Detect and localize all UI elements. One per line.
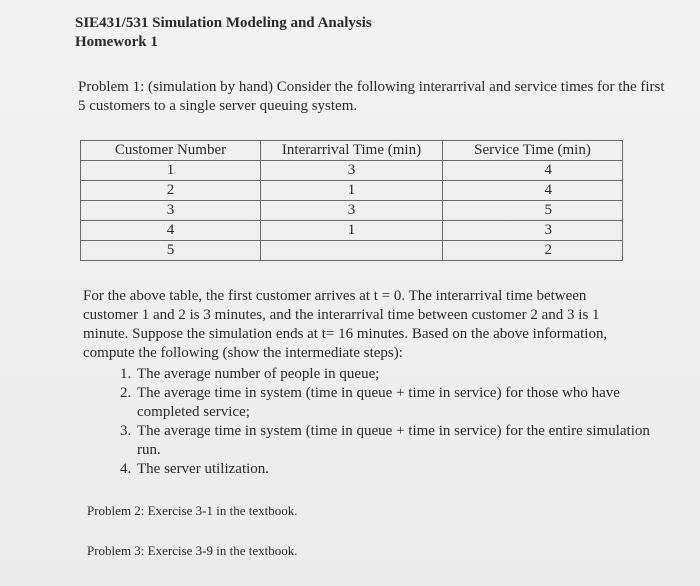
table-row <box>81 241 623 261</box>
course-title: SIE431/531 Simulation Modeling and Analysis <box>75 15 372 31</box>
cell-service: 5 <box>443 201 623 221</box>
homework-title: Homework 1 <box>75 34 158 50</box>
problem1-intro: Problem 1: (simulation by hand) Consider the following interarrival and service times for the first 5 customers to a single server queuing system. <box>78 79 665 114</box>
column-header-interarrival: Interarrival Time (min) <box>261 141 443 161</box>
task-list <box>107 365 665 479</box>
column-header-customer: Customer Number <box>81 141 261 161</box>
list-item: 1. The average number of people in queue; <box>135 365 665 384</box>
problem3-text: Problem 3: Exercise 3-9 in the textbook. <box>87 543 298 558</box>
cell-service: 3 <box>443 221 623 241</box>
column-header-service: Service Time (min) <box>443 141 623 161</box>
cell-service: 2 <box>443 241 623 261</box>
list-item: 2. The average time in system (time in queue + time in service) for those who have completed service; <box>135 384 665 422</box>
cell-interarrival: 1 <box>261 181 443 201</box>
list-item: 3. The average time in system (time in queue + time in service) for the entire simulation run. <box>135 422 665 460</box>
table-row <box>81 161 623 181</box>
cell-service: 4 <box>443 181 623 201</box>
cell-customer: 4 <box>81 221 261 241</box>
cell-customer: 1 <box>81 161 261 181</box>
table-row <box>81 181 623 201</box>
table-row <box>81 221 623 241</box>
problem2-text: Problem 2: Exercise 3-1 in the textbook. <box>87 503 298 518</box>
cell-customer: 5 <box>81 241 261 261</box>
cell-interarrival: 3 <box>261 161 443 181</box>
table-row <box>81 201 623 221</box>
cell-customer: 3 <box>81 201 261 221</box>
cell-interarrival: 1 <box>261 221 443 241</box>
table-header-row <box>81 141 623 161</box>
cell-service: 4 <box>443 161 623 181</box>
list-item: 4. The server utilization. <box>135 460 665 479</box>
cell-interarrival: 3 <box>261 201 443 221</box>
problem1-description: For the above table, the first customer arrives at t = 0. The interarrival time between customer 1 and 2 is 3 minutes, and the interarrival time between customer 2 and 3 is 1 minute. Suppose the simulation ends at t= 16 minutes. Based on the above information, compute the following (show the intermediate steps): <box>83 288 608 361</box>
cell-customer: 2 <box>81 181 261 201</box>
data-table <box>80 140 623 261</box>
document-header <box>75 14 372 52</box>
cell-interarrival <box>261 241 443 261</box>
